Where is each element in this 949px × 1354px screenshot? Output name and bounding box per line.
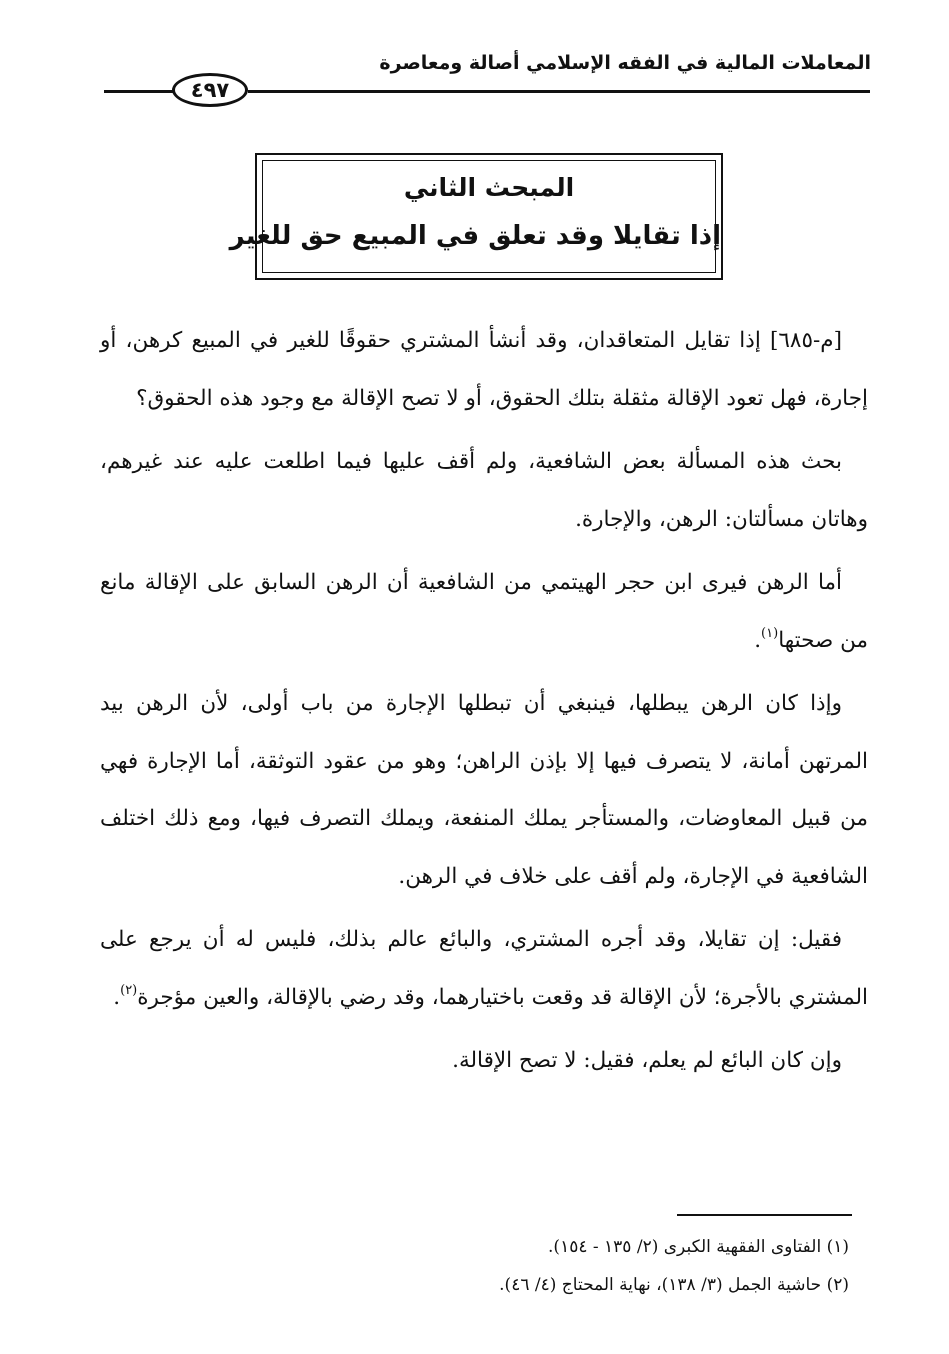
paragraph	[100, 675, 868, 905]
paragraph	[100, 312, 868, 427]
paragraph	[100, 1032, 868, 1090]
paragraph-text: وإن كان البائع لم يعلم، فقيل: لا تصح الإقالة.	[452, 1048, 842, 1073]
paragraph-text: فقيل: إن تقايلا، وقد أجره المشتري، والبائع عالم بذلك، فليس له أن يرجع على المشتري بالأجرة؛ لأن الإقالة قد وقعت باختيارهما، وقد رضي بالإقالة، والعين مؤجرة	[100, 927, 868, 1010]
paragraph-text: أما الرهن فيرى ابن حجر الهيتمي من الشافعية أن الرهن السابق على الإقالة مانع من صحتها	[100, 570, 868, 653]
paragraph-text: [م-٦٨٥] إذا تقايل المتعاقدان، وقد أنشأ المشتري حقوقًا للغير في المبيع كرهن، أو إجارة، فهل تعود الإقالة مثقلة بتلك الحقوق، أو لا تصح الإقالة مع وجود هذه الحقوق؟	[100, 328, 868, 411]
running-title: المعاملات المالية في الفقه الإسلامي أصالة ومعاصرة	[379, 52, 871, 74]
page-number: ٤٩٧	[172, 73, 248, 107]
paragraph-end-mark: .	[754, 627, 762, 653]
footnote-separator	[677, 1214, 852, 1216]
body-text	[100, 312, 868, 1096]
header-rule-left	[104, 90, 174, 93]
section-title: المبحث الثاني	[403, 173, 575, 202]
footnote-item: (٢) حاشية الجمل (٣/ ١٣٨)، نهاية المحتاج (٤/ ٤٦).	[499, 1275, 849, 1295]
section-title-frame	[229, 153, 723, 280]
paragraph	[100, 911, 868, 1026]
paragraph-end-mark: .	[113, 984, 121, 1010]
footnotes	[149, 1228, 849, 1304]
paragraph	[100, 554, 868, 669]
footnote-reference[interactable]: (٢)	[120, 982, 138, 998]
header-rule-right	[248, 90, 870, 93]
footnote-item: (١) الفتاوى الفقهية الكبرى (٢/ ١٣٥ - ١٥٤).	[548, 1237, 849, 1257]
paragraph	[100, 433, 868, 548]
paragraph-text: وإذا كان الرهن يبطلها، فينبغي أن تبطلها الإجارة من باب أولى، لأن الرهن بيد المرتهن أمانة، لا يتصرف فيها إلا بإذن الراهن؛ وهو من عقود التوثقة، أما الإجارة فهي من قبيل المعاوضات، والمستأجر يملك المنفعة، ويملك التصرف فيها، ومع ذلك اختلف الشافعية في الإجارة، ولم أقف على خلاف في الرهن.	[100, 691, 868, 889]
footnote-reference[interactable]: (١)	[761, 625, 779, 641]
paragraph-text: بحث هذه المسألة بعض الشافعية، ولم أقف عليها فيما اطلعت عليه عند غيرهم، وهاتان مسألتان: الرهن، والإجارة.	[100, 449, 868, 532]
section-subtitle: إذا تقايلا وقد تعلق في المبيع حق للغير	[229, 221, 721, 251]
